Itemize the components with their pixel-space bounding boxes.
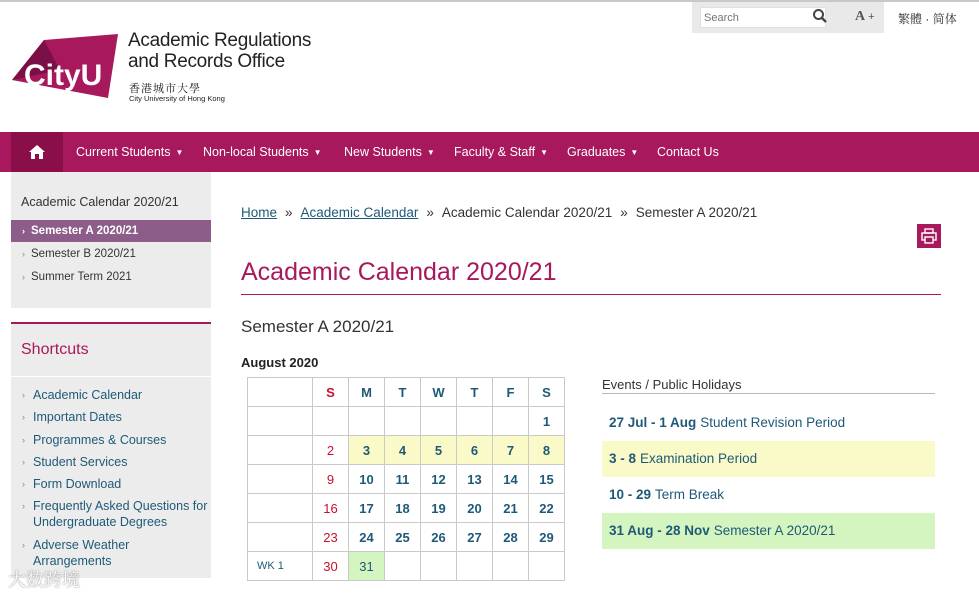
nav-current-students[interactable] xyxy=(76,132,183,172)
event-dates: 27 Jul - 1 Aug xyxy=(609,415,697,430)
calendar-header-day: S xyxy=(313,378,349,407)
calendar-day xyxy=(493,552,529,581)
shortcut-label: Form Download xyxy=(33,477,122,491)
event-item xyxy=(602,513,935,549)
breadcrumb-current: Semester A 2020/21 xyxy=(635,205,758,220)
shortcut-programmes-courses[interactable] xyxy=(22,432,209,448)
nav-label: Faculty & Staff xyxy=(454,145,536,159)
event-name: Semester A 2020/21 xyxy=(713,523,836,538)
calendar-day: 8 xyxy=(529,436,565,465)
calendar-header-row xyxy=(248,378,565,407)
shortcut-form-download[interactable] xyxy=(22,476,209,492)
nav-graduates[interactable] xyxy=(567,132,638,172)
nav-non-local-students[interactable] xyxy=(203,132,322,172)
event-item xyxy=(602,405,935,441)
semester-title: Semester A 2020/21 xyxy=(241,317,395,336)
bullet-icon: › xyxy=(22,479,25,489)
office-title xyxy=(128,30,311,72)
main-nav xyxy=(0,132,979,172)
nav-label: Current Students xyxy=(76,145,171,159)
calendar-day: 29 xyxy=(529,523,565,552)
calendar-day: 19 xyxy=(421,494,457,523)
event-item xyxy=(602,441,935,477)
calendar-day xyxy=(457,407,493,436)
calendar-day xyxy=(385,407,421,436)
nav-label: Graduates xyxy=(567,145,626,159)
week-label xyxy=(248,523,313,552)
nav-contact-us[interactable] xyxy=(657,132,719,172)
calendar-day: 26 xyxy=(421,523,457,552)
breadcrumb-year: Academic Calendar 2020/21 xyxy=(441,205,613,220)
shortcut-faq[interactable] xyxy=(22,498,209,530)
calendar-day: 22 xyxy=(529,494,565,523)
calendar-day: 18 xyxy=(385,494,421,523)
calendar-day: 1 xyxy=(529,407,565,436)
sidebar-item-label: Summer Term 2021 xyxy=(31,271,132,283)
calendar-day: 30 xyxy=(313,552,349,581)
shortcuts-title: Shortcuts xyxy=(21,341,89,358)
events-title: Events / Public Holidays xyxy=(602,377,742,392)
calendar-row xyxy=(248,465,565,494)
logo-text: CityU xyxy=(24,59,103,92)
calendar-day: 21 xyxy=(493,494,529,523)
calendar-day: 2 xyxy=(313,436,349,465)
search-box xyxy=(700,7,826,28)
sidebar-title: Academic Calendar 2020/21 xyxy=(21,195,179,209)
home-icon[interactable] xyxy=(11,132,63,172)
sidebar-calendar xyxy=(11,172,211,308)
lang-separator: · xyxy=(925,12,930,26)
calendar-day: 5 xyxy=(421,436,457,465)
calendar-day xyxy=(349,407,385,436)
nav-faculty-staff[interactable] xyxy=(454,132,548,172)
breadcrumb-separator: » xyxy=(426,205,434,220)
breadcrumb-separator: » xyxy=(285,205,293,220)
bullet-icon: › xyxy=(22,249,25,259)
shortcut-important-dates[interactable] xyxy=(22,409,209,425)
week-label xyxy=(248,465,313,494)
nav-label: Contact Us xyxy=(657,145,719,159)
caret-down-icon: ▼ xyxy=(630,148,639,157)
event-name: Examination Period xyxy=(640,451,758,466)
shortcut-label: Student Services xyxy=(33,455,128,469)
calendar-header-day: F xyxy=(493,378,529,407)
office-title-line1: Academic Regulations xyxy=(128,30,312,51)
calendar-day xyxy=(421,552,457,581)
calendar-day: 17 xyxy=(349,494,385,523)
university-english-name: City University of Hong Kong xyxy=(129,94,225,103)
nav-new-students[interactable] xyxy=(344,132,435,172)
event-name: Term Break xyxy=(655,487,725,502)
week-label xyxy=(248,436,313,465)
divider xyxy=(11,376,211,377)
sidebar-item-summer-term[interactable] xyxy=(11,266,211,288)
calendar-day: 27 xyxy=(457,523,493,552)
calendar-day: 11 xyxy=(385,465,421,494)
calendar-row xyxy=(248,523,565,552)
calendar-header-week xyxy=(248,378,313,407)
calendar-day xyxy=(493,407,529,436)
month-title: August 2020 xyxy=(241,355,319,370)
sidebar-item-label: Semester B 2020/21 xyxy=(31,248,136,260)
calendar-day: 13 xyxy=(457,465,493,494)
title-divider xyxy=(241,294,941,295)
shortcut-label: Important Dates xyxy=(33,410,122,424)
event-dates: 10 - 29 xyxy=(609,487,652,502)
search-icon[interactable] xyxy=(812,8,828,24)
calendar-day: 9 xyxy=(313,465,349,494)
breadcrumb-calendar-link[interactable]: Academic Calendar xyxy=(300,205,419,220)
calendar-day: 28 xyxy=(493,523,529,552)
lang-traditional-link[interactable]: 繁體 xyxy=(898,12,923,26)
calendar-header-day: W xyxy=(421,378,457,407)
calendar-day: 12 xyxy=(421,465,457,494)
week-label xyxy=(248,407,313,436)
office-title-line2: and Records Office xyxy=(128,51,285,72)
calendar-day: 6 xyxy=(457,436,493,465)
page-title: Academic Calendar 2020/21 xyxy=(241,258,557,286)
lang-simplified-link[interactable]: 简体 xyxy=(932,12,957,26)
event-item xyxy=(602,477,935,513)
sidebar-item-label: Semester A 2020/21 xyxy=(31,225,139,237)
breadcrumb xyxy=(241,205,757,220)
calendar-day: 25 xyxy=(385,523,421,552)
watermark: 大数跨境 xyxy=(8,570,80,590)
week-label xyxy=(248,494,313,523)
calendar-day: 31 xyxy=(349,552,385,581)
bullet-icon: › xyxy=(22,501,25,511)
calendar-day: 15 xyxy=(529,465,565,494)
calendar-row xyxy=(248,436,565,465)
bullet-icon: › xyxy=(22,226,25,236)
calendar-day: 23 xyxy=(313,523,349,552)
calendar-day: 20 xyxy=(457,494,493,523)
calendar-header-day: S xyxy=(529,378,565,407)
font-size-plus: + xyxy=(868,11,875,23)
language-switch xyxy=(898,10,957,27)
calendar-day: 14 xyxy=(493,465,529,494)
cityu-logo[interactable] xyxy=(10,30,120,102)
calendar-day xyxy=(421,407,457,436)
shortcut-label: Frequently Asked Questions for Undergraduate Degrees xyxy=(33,499,208,529)
nav-label: Non-local Students xyxy=(203,145,309,159)
event-dates: 31 Aug - 28 Nov xyxy=(609,523,710,538)
bullet-icon: › xyxy=(22,412,25,422)
caret-down-icon: ▼ xyxy=(313,148,322,157)
font-size-button[interactable] xyxy=(855,9,875,25)
caret-down-icon: ▼ xyxy=(175,148,184,157)
calendar-day xyxy=(313,407,349,436)
breadcrumb-home-link[interactable]: Home xyxy=(241,205,278,220)
shortcut-student-services[interactable] xyxy=(22,454,209,470)
shortcuts-panel xyxy=(11,322,211,578)
shortcut-adverse-weather[interactable] xyxy=(22,537,209,569)
bullet-icon: › xyxy=(22,540,25,550)
week-label: WK 1 xyxy=(248,552,313,581)
event-name: Student Revision Period xyxy=(700,415,846,430)
bullet-icon: › xyxy=(22,435,25,445)
shortcut-academic-calendar[interactable] xyxy=(22,387,209,403)
search-input[interactable] xyxy=(701,9,801,28)
calendar-row xyxy=(248,494,565,523)
sidebar-item-semester-b[interactable] xyxy=(11,243,211,265)
calendar-day: 7 xyxy=(493,436,529,465)
calendar-day xyxy=(385,552,421,581)
font-size-label: A xyxy=(855,9,866,24)
events-divider xyxy=(602,393,935,394)
bullet-icon: › xyxy=(22,272,25,282)
calendar-row xyxy=(248,407,565,436)
caret-down-icon: ▼ xyxy=(426,148,435,157)
calendar-day: 10 xyxy=(349,465,385,494)
breadcrumb-separator: » xyxy=(620,205,628,220)
calendar-day xyxy=(457,552,493,581)
university-chinese-name: 香港城市大學 xyxy=(129,83,201,95)
calendar-day: 4 xyxy=(385,436,421,465)
calendar-day: 16 xyxy=(313,494,349,523)
calendar-header-day: T xyxy=(385,378,421,407)
calendar-day xyxy=(529,552,565,581)
calendar-day: 24 xyxy=(349,523,385,552)
calendar-header-day: T xyxy=(457,378,493,407)
shortcut-label: Adverse Weather Arrangements xyxy=(33,538,130,568)
nav-label: New Students xyxy=(344,145,422,159)
calendar-header-day: M xyxy=(349,378,385,407)
print-icon[interactable] xyxy=(917,224,941,248)
bullet-icon: › xyxy=(22,390,25,400)
calendar-row xyxy=(248,552,565,581)
shortcut-label: Academic Calendar xyxy=(33,388,143,402)
sidebar-item-semester-a[interactable] xyxy=(11,220,211,242)
calendar-day: 3 xyxy=(349,436,385,465)
calendar-table xyxy=(247,377,565,581)
event-dates: 3 - 8 xyxy=(609,451,637,466)
bullet-icon: › xyxy=(22,457,25,467)
caret-down-icon: ▼ xyxy=(540,148,548,157)
shortcut-label: Programmes & Courses xyxy=(33,433,167,447)
